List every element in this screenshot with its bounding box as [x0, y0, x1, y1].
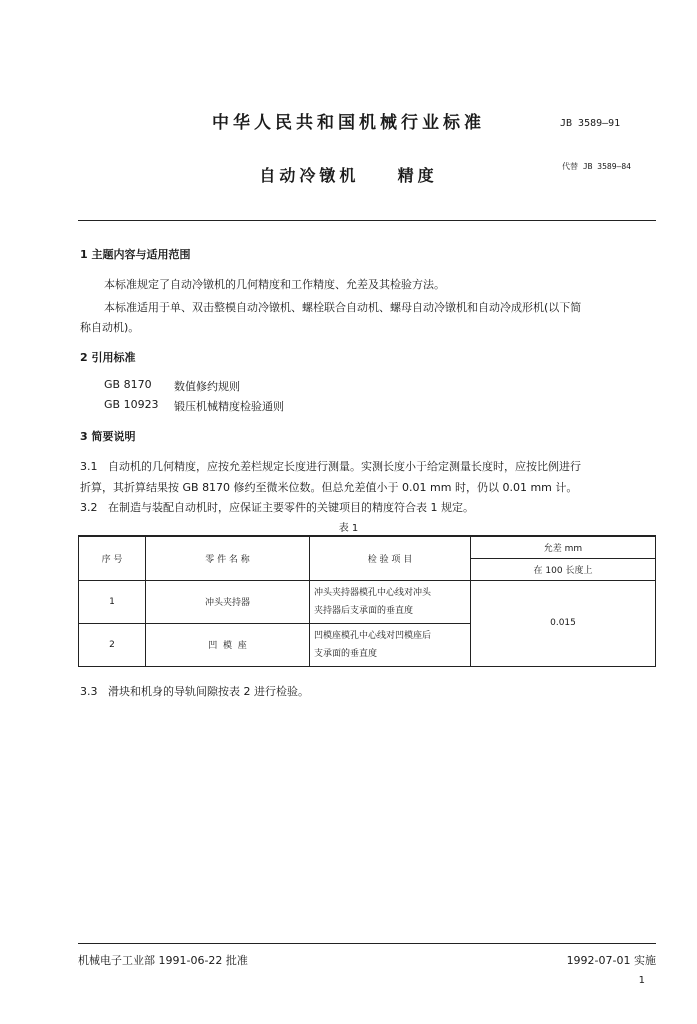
document-title: 自动冷镦机 精度 [259, 166, 438, 185]
row-no: 1 [79, 580, 146, 623]
issuing-organization: 中华人民共和国机械行业标准 [212, 113, 485, 133]
header-no: 序 号 [79, 536, 146, 580]
clause-3-1-cont: 折算，其折算结果按 GB 8170 修约至微米位数。但总允差值小于 0.01 mm 时，仍以 0.01 mm 计。 [80, 481, 578, 494]
section-1-paragraph-1: 本标准规定了自动冷镦机的几何精度和工作精度、允差及其检验方法。 [104, 278, 445, 291]
row-no: 2 [79, 623, 146, 666]
row-part: 冲头夹持器 [146, 580, 310, 623]
row-tolerance: 0.015 [471, 580, 656, 666]
row-item: 冲头夹持器模孔中心线对冲头 夹持器后支承面的垂直度 [310, 580, 471, 623]
section-1-paragraph-2: 本标准适用于单、双击整模自动冷镦机、螺栓联合自动机、螺母自动冷镦机和自动冷成形机(以下简 [104, 301, 582, 314]
clause-3-1: 3.1 自动机的几何精度，应按允差栏规定长度进行测量。实测长度小于给定测量长度时，应按比例进行 [80, 460, 581, 473]
standard-code: JB 3589—91 [560, 118, 621, 129]
header-item: 检 验 项 目 [310, 536, 471, 580]
table-1 [78, 535, 656, 667]
table-row [79, 580, 656, 623]
section-2-heading: 2 引用标准 [80, 351, 136, 364]
replaces-note: 代替 JB 3589—84 [562, 162, 631, 171]
section-1-paragraph-2-cont: 称自动机)。 [80, 321, 140, 334]
header-part: 零 件 名 称 [146, 536, 310, 580]
reference-name: 锻压机械精度检验通则 [174, 400, 284, 413]
header-divider [78, 220, 656, 221]
section-3-heading: 3 简要说明 [80, 430, 136, 443]
reference-code: GB 8170 [104, 378, 152, 391]
implementation-note: 1992-07-01 实施 [566, 954, 656, 967]
approval-note: 机械电子工业部 1991-06-22 批准 [78, 954, 248, 967]
page-number: 1 [638, 975, 645, 986]
section-1-heading: 1 主题内容与适用范围 [80, 248, 191, 261]
row-item: 凹模座模孔中心线对凹模座后 支承面的垂直度 [310, 623, 471, 666]
clause-3-3: 3.3 滑块和机身的导轨间隙按表 2 进行检验。 [80, 685, 309, 698]
clause-3-2: 3.2 在制造与装配自动机时，应保证主要零件的关键项目的精度符合表 1 规定。 [80, 501, 474, 514]
header-tolerance-sub: 在 100 长度上 [471, 558, 656, 580]
footer-divider [78, 943, 656, 944]
header-tolerance: 允差 mm [471, 536, 656, 558]
reference-name: 数值修约规则 [174, 380, 240, 393]
reference-code: GB 10923 [104, 398, 159, 411]
table-1-caption: 表 1 [338, 523, 359, 534]
row-part: 凹 模 座 [146, 623, 310, 666]
